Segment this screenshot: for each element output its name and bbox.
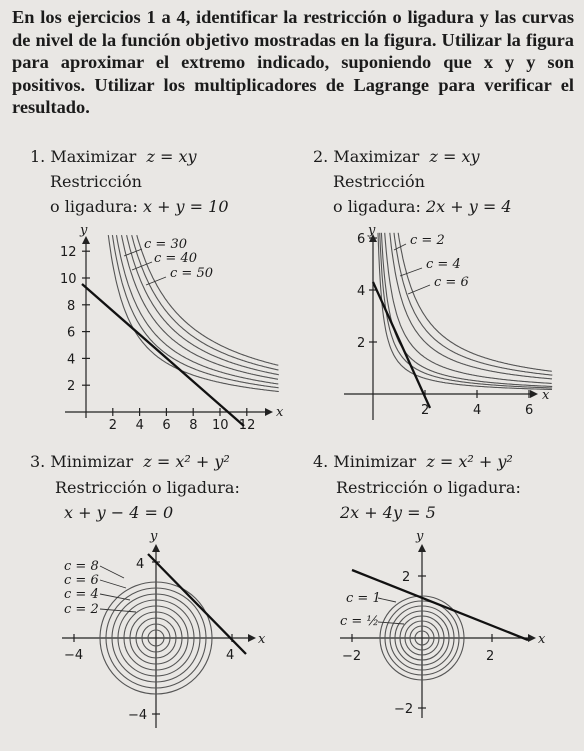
figure-1-y-tick-label: 8: [67, 298, 76, 314]
figure-2-x-tick-label: 6: [525, 403, 534, 418]
figure-1-x-tick-label: 6: [162, 418, 171, 433]
figure-2-level-curve: [398, 233, 552, 371]
figure-1-level-curve: [122, 235, 279, 379]
figure-2-y-label: y: [368, 223, 376, 238]
figure-2-y-tick-label: 2: [357, 336, 366, 351]
figure-3-level-label-8: c = 8: [64, 559, 99, 574]
figure-3-x-arrow: [248, 634, 256, 642]
exercise-2-constraint-line: [333, 197, 512, 216]
figure-3-y-tick-label-neg4: −4: [128, 708, 148, 723]
figure-4-y-tick-label-neg2: −2: [394, 702, 414, 717]
exercise-2-objective: z = xy: [429, 147, 480, 166]
figure-1-constraint-line: [82, 284, 244, 426]
figure-3-y-tick-label-4: 4: [136, 557, 145, 572]
figure-1-x-tick-label: 8: [189, 418, 198, 433]
figure-2-level-curve: [378, 233, 552, 390]
exercise-1-constraint-label-2: o ligadura:: [50, 197, 138, 216]
figure-4-y-arrow: [418, 544, 426, 552]
figure-1-x-tick-label: 12: [238, 418, 256, 433]
exercise-2-constraint-label-1: Restricción: [333, 172, 425, 191]
exercise-4-constraint-text: 2x + 4y = 5: [340, 503, 436, 522]
figure-3: [50, 528, 280, 743]
figure-4-x-arrow: [528, 634, 536, 642]
exercise-1-constraint: x + y = 10: [142, 197, 229, 216]
exercise-1-title: Maximizar: [50, 147, 137, 166]
exercise-4-title: Minimizar: [333, 452, 417, 471]
instructions-paragraph: En los ejercicios 1 a 4, identificar la restricción o ligadura y las curvas de nivel de la función objetivo mostradas en la figura. Utilizar la figura para aproximar el extremo indicado, suponiendo que x y y son positivos. Utilizar los multiplicadores de Lagrange para verificar el resultado.: [12, 7, 574, 117]
exercise-3-title: Minimizar: [50, 452, 134, 471]
figure-2-constraint-line: [373, 282, 430, 408]
figure-2-level-label-6: c = 6: [434, 275, 469, 290]
exercise-2-constraint-label-2: o ligadura:: [333, 197, 421, 216]
exercise-4-heading: [313, 452, 513, 471]
figure-2-x-tick-label: 2: [421, 403, 430, 418]
exercise-2-heading: [313, 147, 480, 166]
figure-1-x-tick-label: 2: [108, 418, 118, 433]
figure-4-y-label: y: [416, 529, 424, 544]
figure-3-y-label: y: [150, 529, 158, 544]
figure-2-y-tick-label: 4: [357, 284, 366, 299]
figure-1: [40, 222, 284, 440]
figure-3-x-label: x: [258, 632, 266, 647]
figure-1-y-tick-label: 2: [67, 379, 76, 395]
figure-3-level-label-2: c = 2: [64, 602, 99, 617]
figure-2-level-label-2: c = 2: [410, 233, 445, 248]
exercise-3-constraint-label: Restricción o ligadura:: [55, 478, 240, 497]
exercise-3-constraint-text: x + y − 4 = 0: [64, 503, 174, 522]
figure-3-y-arrow: [152, 544, 160, 552]
figure-1-y-tick-label: 10: [60, 272, 77, 287]
exercise-2-constraint: 2x + y = 4: [425, 197, 512, 216]
figure-3-x-tick-label-4: 4: [226, 648, 235, 663]
exercise-3-number: 3.: [30, 452, 46, 471]
figure-1-level-curve: [117, 235, 279, 384]
figure-3-level-label-4: c = 4: [64, 587, 99, 602]
figure-4-level-label-1: c = 1: [346, 591, 381, 606]
figure-1-y-tick-label: 12: [60, 245, 77, 261]
figure-4-x-tick-label-2: 2: [486, 649, 495, 664]
figure-4-x-tick-label-neg2: −2: [342, 649, 362, 664]
figure-4-x-label: x: [538, 632, 546, 647]
figure-2-x-label: x: [542, 388, 550, 403]
exercise-3-constraint: [64, 503, 173, 522]
exercise-2-number: 2.: [313, 147, 329, 166]
exercise-4-number: 4.: [313, 452, 329, 471]
figure-1-level-label-30: c = 30: [144, 237, 187, 252]
figure-3-level-label-6: c = 6: [64, 573, 99, 588]
exercise-1-number: 1.: [30, 147, 46, 166]
figure-1-level-label-40: c = 40: [154, 251, 197, 266]
figure-3-x-tick-label-neg4: −4: [64, 648, 84, 663]
figure-1-y-tick-label: 4: [67, 352, 76, 368]
figure-2-level-label-4: c = 4: [426, 257, 461, 272]
exercise-1-constraint-line: [50, 197, 229, 216]
exercise-2-title: Maximizar: [333, 147, 420, 166]
figure-1-x-label: x: [276, 405, 284, 420]
figure-3-leader-6: [100, 580, 126, 588]
figure-2: [330, 222, 570, 440]
figure-1-leader-30: [124, 249, 142, 256]
figure-4-level-label-half: c = ½: [340, 614, 380, 629]
exercise-1-constraint-label-1: Restricción: [50, 172, 142, 191]
figure-1-y-label: y: [80, 223, 88, 238]
exercise-4-objective: z = x² + y²: [426, 452, 513, 471]
figure-3-constraint-line: [148, 554, 246, 654]
figure-4-y-tick-label-2: 2: [402, 570, 411, 585]
exercise-4-constraint-label: Restricción o ligadura:: [336, 478, 521, 497]
figure-2-x-arrow: [530, 390, 538, 398]
figure-2-y-tick-label: 6: [357, 232, 366, 247]
figure-2-level-curve: [381, 233, 552, 387]
figure-1-x-tick-label: 10: [212, 418, 229, 433]
figure-1-level-label-50: c = 50: [170, 266, 213, 281]
figure-2-x-tick-label: 4: [473, 403, 482, 418]
exercise-1-heading: [30, 147, 197, 166]
figure-1-x-arrow: [265, 408, 273, 416]
exercise-1-objective: z = xy: [146, 147, 197, 166]
figure-1-x-tick-label: 4: [135, 418, 144, 433]
figure-1-level-curve: [127, 235, 279, 375]
figure-2-leader-4: [400, 268, 422, 276]
figure-2-level-curve: [390, 233, 552, 379]
exercise-3-objective: z = x² + y²: [143, 452, 230, 471]
exercise-3-heading: [30, 452, 230, 471]
figure-3-leader-8: [100, 566, 124, 578]
figure-1-y-tick-label: 6: [67, 325, 76, 341]
exercise-4-constraint: [340, 503, 436, 522]
figure-4: [330, 528, 570, 743]
